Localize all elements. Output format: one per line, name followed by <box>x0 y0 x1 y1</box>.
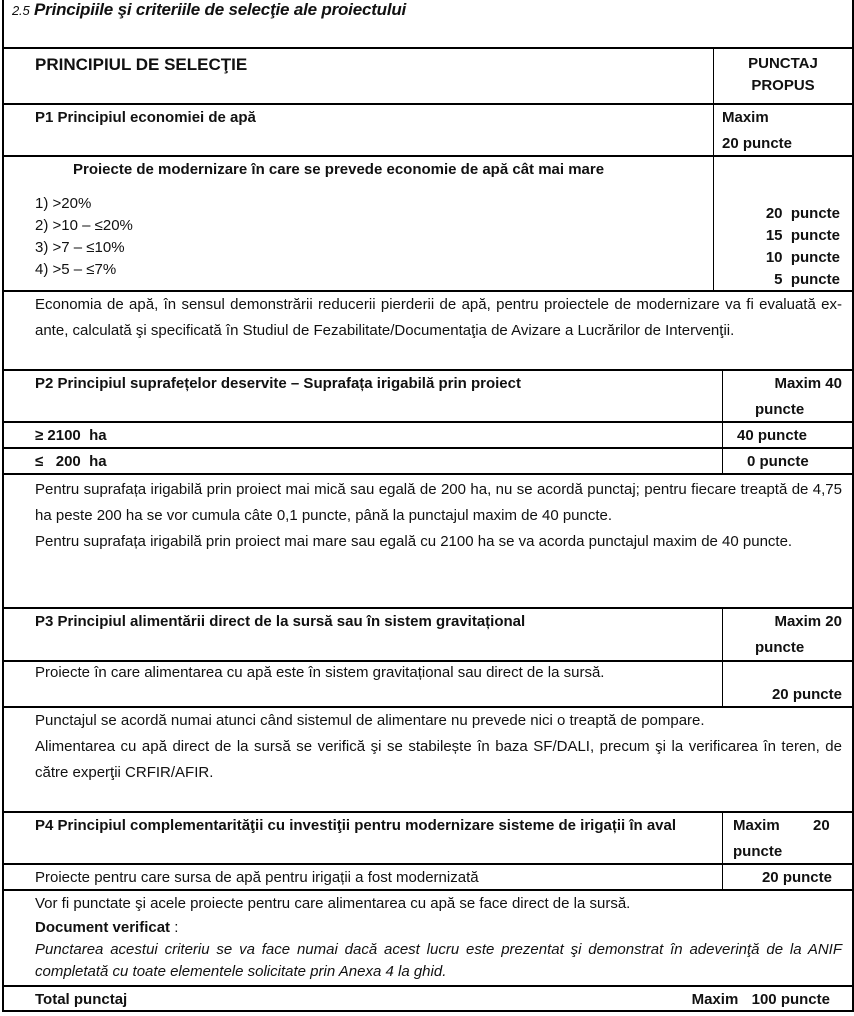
score-column-header-line2: PROPUS <box>751 77 815 94</box>
total-max-label: Maxim <box>691 991 739 1008</box>
p3-criterion-score: 20 puncte <box>771 686 842 703</box>
section-number: 2.5 <box>12 3 30 18</box>
p2-note-1: Pentru suprafața irigabilă prin proiect mai mică sau egală de 200 ha, nu se acordă punctaj; pentru fiecare treaptă de 4,75 ha peste 200 ha se vor cumula câte 0,1 puncte, până la punctajul maxim de 40 puncte. <box>35 481 842 524</box>
section-title-text: Principiile şi criteriile de selecţie ale proiectului <box>34 0 407 19</box>
table-header-row <box>2 47 852 103</box>
p2-note-row <box>2 473 852 607</box>
p2-criterion-2-label: ≤ 200 ha <box>35 453 107 470</box>
p3-note-1: Punctajul se acordă numai atunci când sistemul de alimentare nu prevede nici o treaptă de pompare. <box>35 712 705 729</box>
p3-row <box>2 607 852 660</box>
p1-max-line2: 20 puncte <box>722 135 793 152</box>
total-label: Total punctaj <box>35 991 128 1008</box>
p4-title: P4 Principiul complementarităţii cu investiţii pentru modernizare sisteme de irigații în aval <box>35 817 677 834</box>
p1-note: Economia de apă, în sensul demonstrării reducerii pierderii de apă, pentru proiectele de modernizare va fi evaluată ex-ante, calculată şi specificată în Studiul de Fezabilitate/Documentaţia de Avizare a Lucrărilor de Intervenţii. <box>35 296 842 339</box>
p4-row <box>2 811 852 863</box>
score-column-header-line1: PUNCTAJ <box>748 55 818 72</box>
p1-max-line1: Maxim <box>722 109 769 126</box>
p1-criterion-3-score: 10 puncte <box>765 249 840 266</box>
p2-max-line2: puncte <box>755 401 805 418</box>
p4-max-line1: Maxim 20 <box>733 817 830 834</box>
section-title <box>12 0 406 20</box>
p3-note-row <box>2 706 852 811</box>
p2-criterion-2-score: 0 puncte <box>747 453 809 470</box>
total-value: 100 puncte <box>751 991 830 1008</box>
p2-title: P2 Principiul suprafețelor deservite – Suprafața irigabilă prin proiect <box>35 375 521 392</box>
p4-document-text: Punctarea acestui criteriu se va face numai dacă acest lucru este prezentat şi demonstrat în adeverinţă de la ANIF completată cu toate elementele solicitate prin Anexa 4 la ghid. <box>35 941 842 980</box>
p1-note-row <box>2 290 852 369</box>
p1-criterion-3-label: 3) >7 – ≤10% <box>35 239 125 256</box>
p4-max-line2: puncte <box>733 843 783 860</box>
p1-criterion-2-score: 15 puncte <box>765 227 840 244</box>
p2-criterion-1-row <box>2 421 852 447</box>
principle-column-header: PRINCIPIUL DE SELECŢIE <box>35 55 248 74</box>
p3-max-line1: Maxim 20 <box>774 613 842 630</box>
p4-criterion-row <box>2 863 852 889</box>
p2-max-line1: Maxim 40 <box>774 375 842 392</box>
p4-criterion-score: 20 puncte <box>761 869 832 886</box>
p1-criterion-1-score: 20 puncte <box>765 205 840 222</box>
p2-criterion-1-score: 40 puncte <box>737 427 808 444</box>
p3-max-line2: puncte <box>755 639 805 656</box>
p4-document-label: Document verificat <box>35 919 171 936</box>
p1-criteria-row <box>2 155 852 290</box>
p1-criterion-4-label: 4) >5 – ≤7% <box>35 261 117 278</box>
p3-title: P3 Principiul alimentării direct de la sursă sau în sistem gravitațional <box>35 613 526 630</box>
p4-criterion: Proiecte pentru care sursa de apă pentru irigații a fost modernizată <box>35 869 479 886</box>
p3-criterion-row <box>2 660 852 706</box>
p1-title: P1 Principiul economiei de apă <box>35 109 256 126</box>
p1-row <box>2 103 852 155</box>
p1-criterion-1-label: 1) >20% <box>35 195 92 212</box>
p2-row <box>2 369 852 421</box>
p2-note-2: Pentru suprafața irigabilă prin proiect mai mare sau egală cu 2100 ha se va acorda punctajul maxim de 40 puncte. <box>35 533 793 550</box>
p2-criterion-2-row <box>2 447 852 473</box>
total-row <box>2 985 852 1011</box>
p1-criterion-4-score: 5 puncte <box>774 271 840 288</box>
p3-note-2: Alimentarea cu apă direct de la sursă se verifică şi se stabilește în baza SF/DALI, precum şi la verificarea în teren, de către experţii CRFIR/AFIR. <box>35 738 842 781</box>
p1-sub-heading: Proiecte de modernizare în care se prevede economie de apă cât mai mare <box>73 161 605 178</box>
p3-criterion: Proiecte în care alimentarea cu apă este în sistem gravitațional sau direct de la sursă. <box>35 664 605 681</box>
p4-document-colon: : <box>170 919 179 936</box>
p4-note-row <box>2 889 852 985</box>
p4-note-1: Vor fi punctate şi acele proiecte pentru care alimentarea cu apă se face direct de la sursă. <box>35 895 631 912</box>
p1-criterion-2-label: 2) >10 – ≤20% <box>35 217 133 234</box>
p2-criterion-1-label: ≥ 2100 ha <box>35 427 107 444</box>
